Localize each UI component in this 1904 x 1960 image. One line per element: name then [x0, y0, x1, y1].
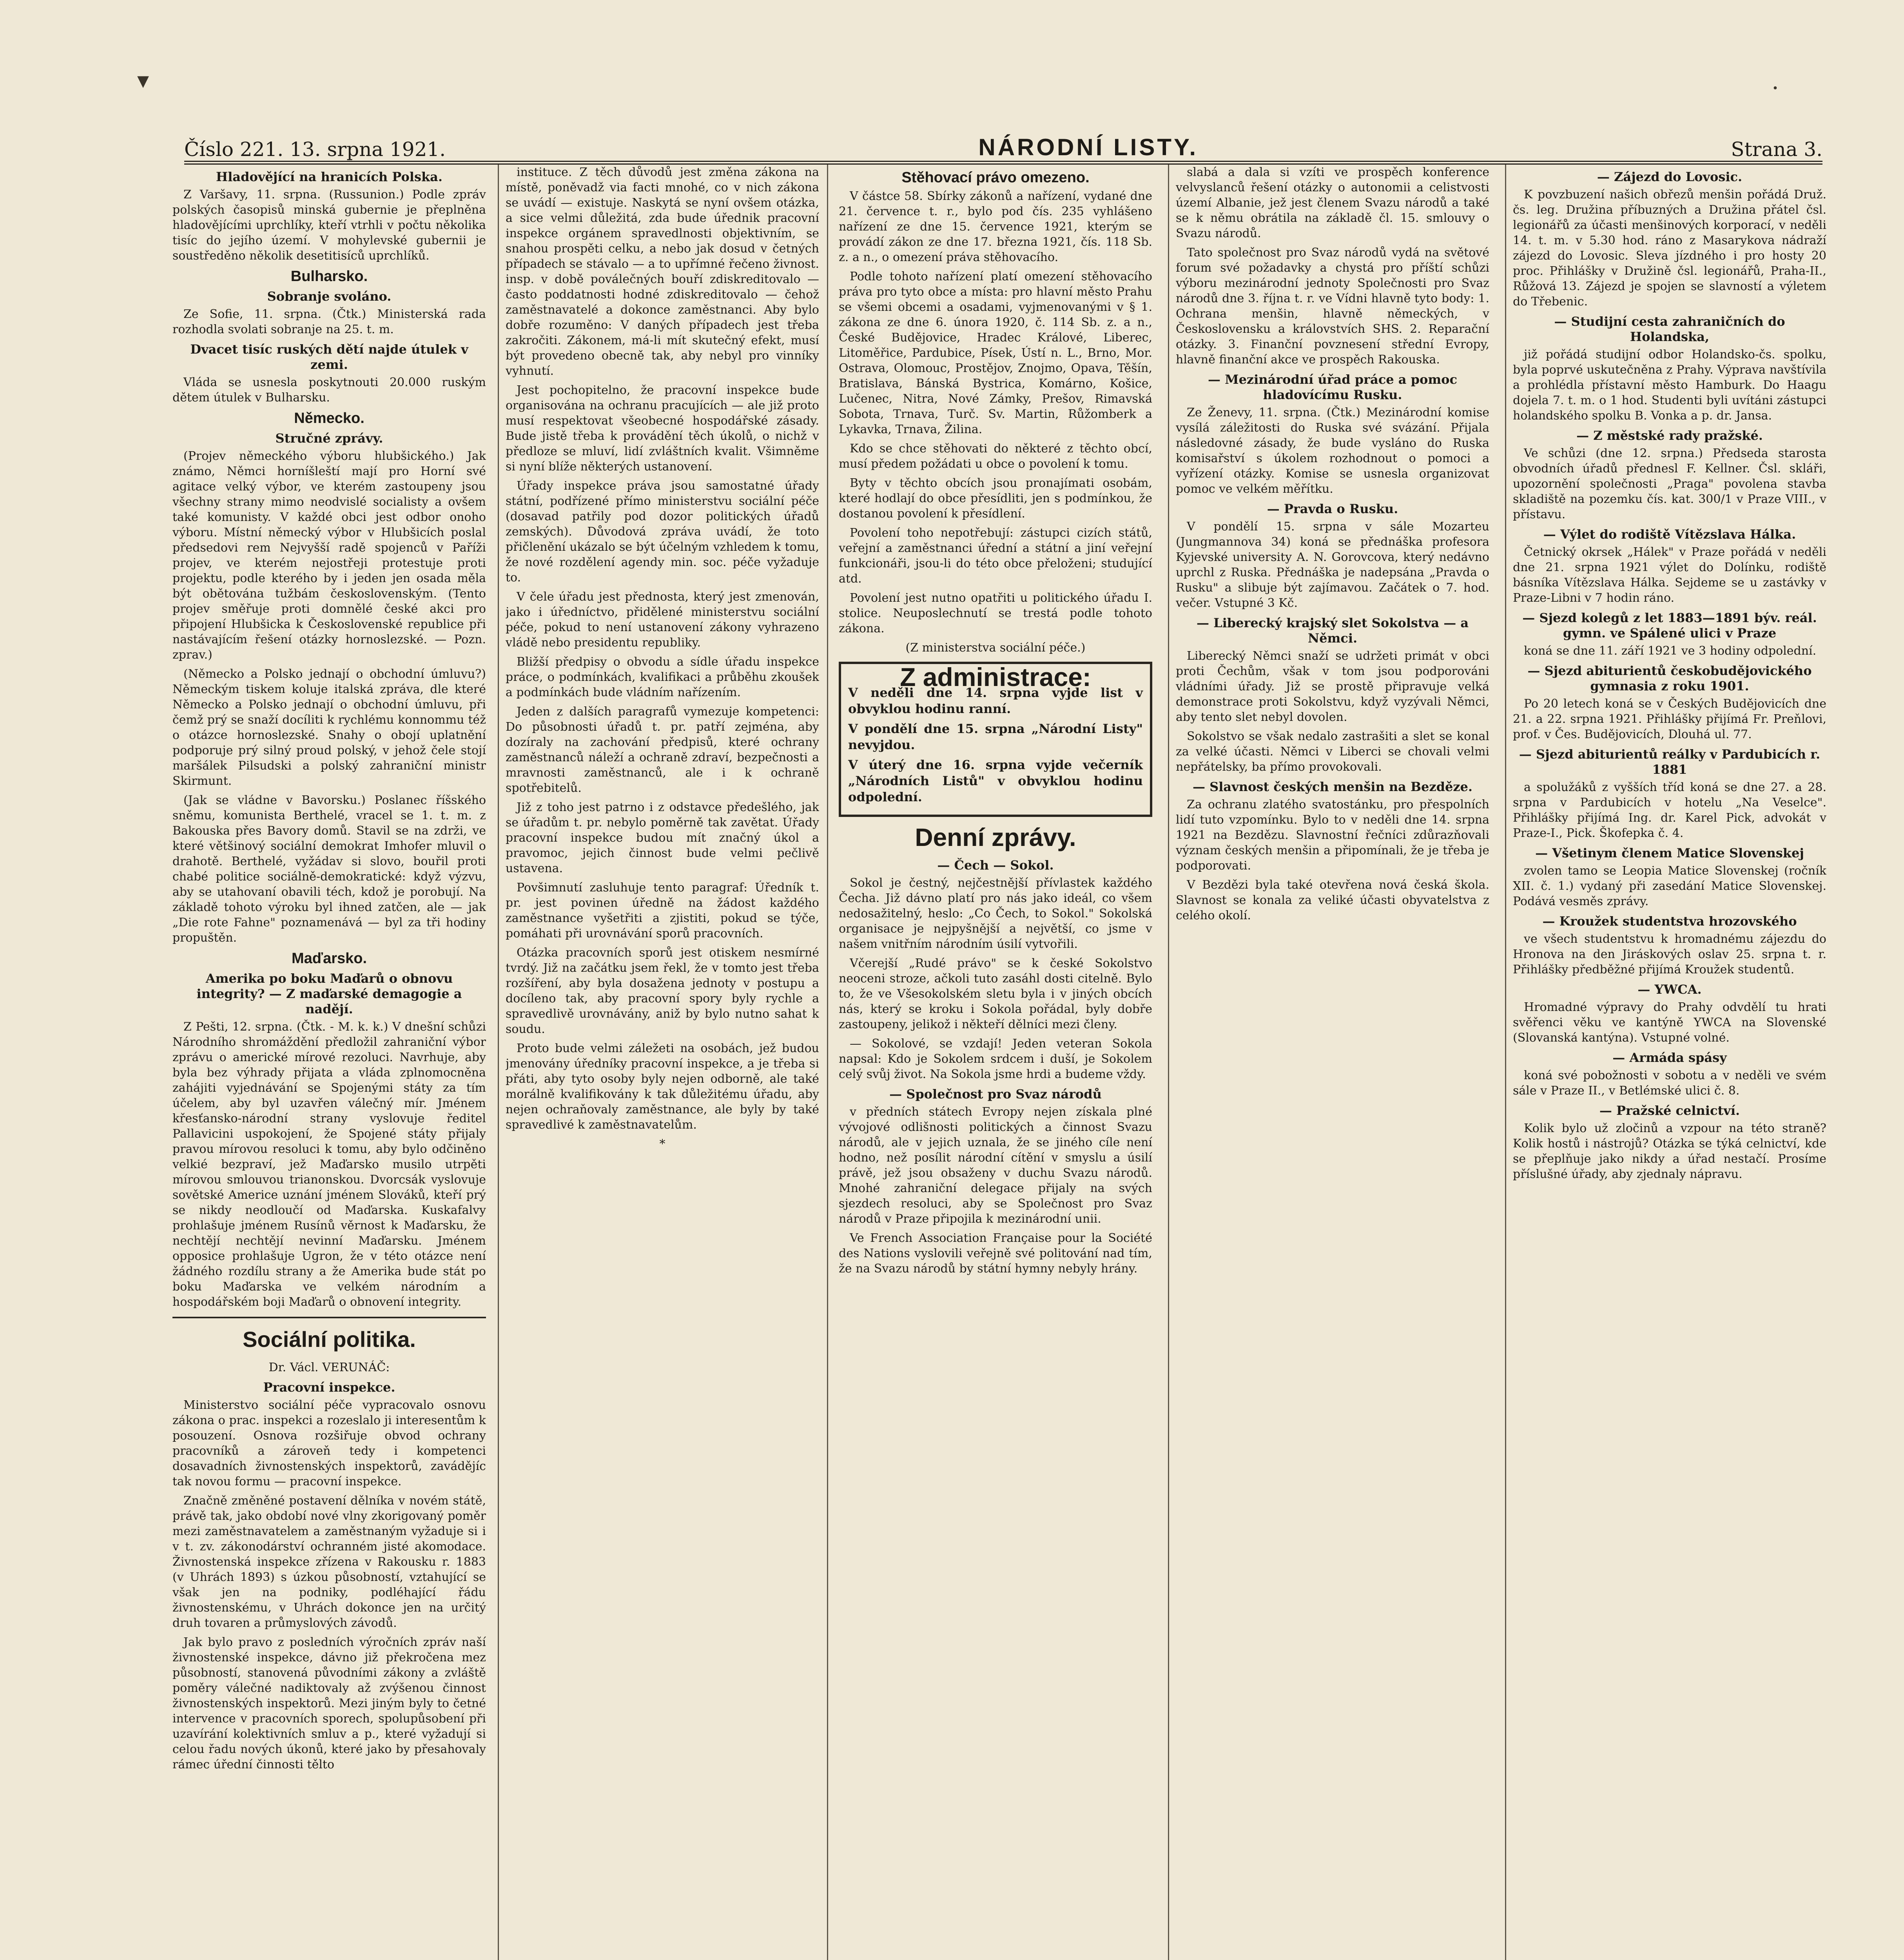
- paragraph: Značně změněné postavení dělníka v novém státě, právě tak, jako období nové vlny zkorigovaný poměr mezi zaměstnavatelem a zaměstnaným vyžaduje si i v t. zv. zákonodárství ochranném jisté akomodace. Živnostenská inspekce zřízena v Rakousku r. 1883 (v Uhrách 1893) s úzkou působností, vztahující se však jen na podniky, podléhající řádu živnostenskému, v Uhrách dokonce jen na určitý druh tovaren a průmyslových závodů.: [172, 1494, 486, 1630]
- notice-line: V neděli dne 14. srpna vyjde list v obvyklou hodinu ranní.: [848, 685, 1143, 716]
- column-rule: [827, 165, 828, 1960]
- paragraph: Bližší předpisy o obvodu a sídle úřadu inspekce práce, o podmínkách, kvalifikaci a průběhu zkoušek a podmínkách bude vládním nařízením.: [506, 655, 819, 699]
- separator-star: *: [659, 1137, 665, 1151]
- administration-heading: Z administrace:: [900, 662, 1091, 691]
- paragraph: Ze Ženevy, 11. srpna. (Čtk.) Mezinárodní komise vysílá záležitosti do Ruska své svázání. Přijala následovné zásady, že bude vysláno do Ruska komisařství s úkolem rozhodnout o pomoci a vyřízení otázky. Komise se usnesla organizovat pomoc ve velkém měřítku.: [1176, 406, 1489, 496]
- paragraph: v předních státech Evropy nejen získala plné vývojové odlišnosti politických a činnost Svazu národů, ale v jejich uznala, že se jiného cíle není hodno, než posílit národní cítění v smyslu a úsilí právě, jež jsou obsaženy v duchu Svazu národů. Mnohé zahraniční delegace přijaly na svých sjezdech resoluci, aby se Společnost pro Svaz národů v Praze připojila k mezinárodní unii.: [839, 1105, 1152, 1226]
- subheading: — Zájezd do Lovosic.: [1597, 169, 1743, 184]
- subheading: — Studijní cesta zahraničních do Holandska,: [1554, 314, 1785, 344]
- paragraph: Jak bylo pravo z posledních výročních zpráv naší živnostenské inspekce, dávno již překročena mez působností, stanovená původními zákony a zvláště poměry válečné nadiktovaly až zvýšenou činnost živnostenských inspektorů. Mezi jiným byly to četné intervence v pracovních sporech, spolupůsobení při uzavírání kolektivních smluv a p., které vyžadují si celou řadu nových úkonů, které jako by přesahovaly rámec úřední činnosti tělto: [172, 1635, 486, 1771]
- author: Dr. Václ. VERUNÁČ:: [268, 1361, 390, 1374]
- paragraph: Byty v těchto obcích jsou pronajímati osobám, které hodlají do obce přesídliti, jen s podmínkou, že dostanou povolení k přesídlení.: [839, 476, 1152, 521]
- column-rule: [498, 165, 499, 1960]
- masthead: [184, 118, 1822, 165]
- page-number: Strana 3.: [1731, 138, 1822, 161]
- paragraph: V čele úřadu jest přednosta, který jest zmenován, jako i úředníctvo, přidělené ministerstvu sociální péče, pokud to není ustanovení zákony vyhrazeno vládě nebo presidentu republiky.: [506, 590, 819, 650]
- pin-mark-icon: ▾: [137, 67, 149, 94]
- notice-line: V úterý dne 16. srpna vyjde večerník „Národních Listů" v obvyklou hodinu odpolední.: [848, 757, 1143, 804]
- paragraph: K povzbuzení našich obřezů menšin pořádá Druž. čs. leg. Družina příbuzných a Družina přátel čsl. legionářů za účasti menšinových korporací, v neděli 14. t. m. v 5.30 hod. ráno z Masarykova nádraží zájezd do Lovosic. Sleva jízdného i pro hosty 20 proc. Přihlášky v Družině čsl. legionářů, Praha-II., Růžová 13. Zájezd je spojen se slavností a výletem do Třebenic.: [1513, 188, 1826, 309]
- subheading: — Slavnost českých menšin na Bezděze.: [1193, 779, 1472, 794]
- column-5: [1513, 165, 1826, 1956]
- paragraph: Podle tohoto nařízení platí omezení stěhovacího práva pro tyto obce a místa: pro hlavní město Prahu se všemi obcemi a osadami, vyjmenovanými v § 1. zákona ze dne 6. února 1920, č. 114 Sb. z. a n., České Budějovice, Hradec Králové, Liberec, Litoměřice, Pardubice, Písek, Ústí n. L., Brno, Mor. Ostrava, Olomouc, Prostějov, Znojmo, Opava, Těšín, Bratislava, Bánská Bystrica, Komárno, Košice, Lučenec, Nitra, Nové Zámky, Prešov, Rimavská Sobota, Trnava, Turč. Sv. Martin, Růžomberk a Lykavka, Trnava, Žilina.: [839, 270, 1152, 436]
- subheading: Pracovní inspekce.: [263, 1380, 395, 1395]
- section-heading: Sociální politika.: [243, 1327, 416, 1352]
- section-heading: Německo.: [294, 410, 364, 426]
- administration-notice: [839, 662, 1152, 817]
- headline: Dvacet tisíc ruských dětí najde útulek v zemi.: [190, 342, 468, 372]
- paragraph: instituce. Z těch důvodů jest změna zákona na místě, poněvadž via facti mnohé, co v nich zákona se uvádí — existuje. Naskytá se nyní ovšem otázka, a sice velmi důležitá, zda bude úřednik pracovní inspekce orgánem spravedlnosti objektivním, se snahou prospěti celku, a nebo jak dosud v četných případech se stávalo — a to upřímné řečeno živnost. insp. v době poválečných bouří zdiskreditovalo — často poddatnosti hodné zdiskreditovalo — čehož zaměstnavatelé a dokonce zaměstnanci. Aby bylo dobře rozuměno: V daných případech jest třeba zakročiti. Zákonem, má-li mít skutečný efekt, musí být provedeno obecně tak, aby nebyl pro vinníky vyhnutí.: [506, 165, 819, 378]
- column-4: [1176, 165, 1489, 1956]
- paragraph: Ve French Association Française pour la Société des Nations vyslovili veřejně své politování nad tím, že na Svazu národů by státní hymny nebyly hrány.: [839, 1231, 1152, 1276]
- paragraph: Otázka pracovních sporů jest otiskem nesmírné tvrdý. Již na začátku jsem řekl, že v tomto jest třeba rozšíření, aby byla dosažena jednoty v postupu a docíleno tak, aby pracovní spory byly rychle a spravedlivě urovnávány, aniž by bylo nutno sahat k soudu.: [506, 946, 819, 1036]
- paragraph: Kolik bylo už zločinů a vzpour na této straně? Kolik hostů i nástrojů? Otázka se týká celnictví, kde se přeplňuje jako nikdy a úřad nestačí. Prosíme příslušné úřady, aby zjednaly nápravu.: [1513, 1122, 1826, 1181]
- paragraph: Ve schůzi (dne 12. srpna.) Předseda starosta obvodních úřadů přednesl F. Kellner. Čsl. skláři, upozornění společnosti „Praga" povolena stavba skladiště na pozemku čís. kat. 300/1 v Praze VIII., v přístavu.: [1513, 446, 1826, 521]
- paragraph: Sokol je čestný, nejčestnější přívlastek každého Čecha. Již dávno platí pro nás jako ideál, co všem nedosažitelný, heslo: „Co Čech, to Sokol." Sokolská organisace je nejpyšnější a největší, co jsme v našem vnitřním národním úsilí vytvořili.: [839, 876, 1152, 951]
- paragraph: Povolení toho nepotřebují: zástupci cizích států, veřejní a zaměstnanci úřední a státní a jiní veřejní funkcionáři, jsou-li do této obce přeloženi; studující atd.: [839, 526, 1152, 586]
- subheading: — Liberecký krajský slet Sokolstva — a Němci.: [1196, 615, 1469, 646]
- subheading: — Společnost pro Svaz národů: [889, 1087, 1102, 1102]
- paragraph: Úřady inspekce práva jsou samostatné úřady státní, podřízené přímo ministerstvu sociální péče (dosavad patřily pod dozor politických úřadů zemských). Důvodová zpráva uvádí, že toto přičlenění ukázalo se být účelným vzhledem k tomu, že nové rozdělení agendy min. soc. péče vyžaduje to.: [506, 479, 819, 584]
- paragraph: slabá a dala si vzíti ve prospěch konference velvyslanců řešení otázky o autonomii a celistvosti území Albanie, jež jest členem Svazu národů a také se k němu obrátila na základě čl. 15. smlouvy o Svazu národů.: [1176, 165, 1489, 240]
- paragraph: (Projev německého výboru hlubšického.) Jak známo, Němci horníšleští mají pro Horní své agitace velký výbor, ve kterém zastoupeny jsou všechny strany mimo neodvislé socialisty a ovšem také komunisty. V každé obci jest odbor onoho výboru. Místní německý výbor v Hlubšicích poslal předsedovi rem Nejvyšší radě spojenců v Paříži projev, ve kterém nejostřeji protestuje proti projektu, podle kterého by i jeden jen osada měla být obětována tužbám československým. (Tento projev směřuje proti domnělé české akci pro připojení Hlubšicka k Československé republice při nastávajícím řešení otázky hornoslezské. — Pozn. zprav.): [172, 449, 486, 662]
- paragraph: koná se dne 11. září 1921 ve 3 hodiny odpolední.: [1524, 644, 1817, 658]
- subheading: Sobranje svoláno.: [267, 289, 392, 304]
- paragraph: Proto bude velmi záležeti na osobách, jež budou jmenovány úředníky pracovní inspekce, a je třeba si přáti, aby tyto osoby byly nejen odborně, ale také morálně kvalifikovány k tak důležitému úřadu, aby nejen ochraňovaly zaměstnance, ale byly by také spravedlivé k zaměstnavatelům.: [506, 1042, 819, 1132]
- paragraph: V Bezdězi byla také otevřena nová česká škola. Slavnost se konala za veliké účasti obyvatelstva z celého okolí.: [1176, 878, 1489, 922]
- paragraph: a spolužáků z vyšších tříd koná se dne 27. a 28. srpna v Pardubicích v hotelu „Na Veselce". Přihlášky přijímá Ing. dr. Karel Pick, advokát v Praze-I., Pick. Škofepka č. 4.: [1513, 780, 1826, 840]
- paragraph: Již z toho jest patrno i z odstavce předešlého, jak se úřadům t. pr. nebylo poměrně tak zavětat. Úřady pracovní inspekce budou mít značný úkol a pravomoc, jejich činnost bude velmi pečlivě ustavena.: [506, 800, 819, 875]
- paragraph: — Sokolové, se vzdají! Jeden veteran Sokola napsal: Kdo je Sokolem srdcem i duší, je Sokolem celý svůj život. Na Sokola jsme hrdi a budeme vždy.: [839, 1037, 1152, 1081]
- issue-date: Číslo 221. 13. srpna 1921.: [184, 138, 446, 161]
- paragraph: V pondělí 15. srpna v sále Mozarteu (Jungmannova 34) koná se přednáška profesora Kyjevské university A. N. Gorovcova, který nedávno uprchl z Ruska. Přednáška je nadepsána „Pravda o Rusku" a slibuje být zajímavou. Začátek o 7. hod. večer. Vstupné 3 Kč.: [1176, 520, 1489, 610]
- subheading: — YWCA.: [1637, 982, 1702, 997]
- subheading: — Sjezd abiturientů českobudějovického gymnasia z roku 1901.: [1527, 663, 1812, 693]
- column-1: [172, 165, 486, 1956]
- paragraph: Četnický okrsek „Hálek" v Praze pořádá v neděli dne 21. srpna 1921 výlet do Dolínku, rodiště básníka Vítězslava Hálka. Sejdeme se u zastávky v Praze-Libni v 7 hodin ráno.: [1513, 545, 1826, 605]
- subheading: Amerika po boku Maďarů o obnovu integrity? — Z maďarské demagogie a nadějí.: [196, 971, 462, 1016]
- paragraph: již pořádá studijní odbor Holandsko-čs. spolku, byla poprvé uskutečněna z Prahy. Výprava navštívila a prohlédla přístavní město Hamburk. Do Haagu dojela 7. t. m. o 1 hod. Studenti byli uvítáni zástupci holandského spolku B. Vonka a p. dr. Jansa.: [1513, 348, 1826, 423]
- subheading: — Z městské rady pražské.: [1576, 428, 1763, 443]
- section-heading: Denní zprávy.: [915, 823, 1076, 851]
- subheading: — Armáda spásy: [1612, 1050, 1727, 1065]
- subheading: — Všetinym členem Matice Slovenskej: [1535, 846, 1804, 860]
- paragraph: Za ochranu zlatého svatostánku, pro přespolních lidí tuto vzpomínku. Bylo to v neděli dne 14. srpna 1921 na Bezdězu. Slavnostní řečníci zdůrazňovali význam českých menšin a připomínali, že je třeba je podporovati.: [1176, 798, 1489, 873]
- paragraph: Povšimnutí zasluhuje tento paragraf: Úředník t. pr. jest povinen úředně na žádost každého zaměstnance vyšetřiti a zjistiti, pokud se týče, pomáhati při urovnávání sporů pracovních.: [506, 881, 819, 940]
- subheading: — Mezinárodní úřad práce a pomoc hladovícímu Rusku.: [1208, 372, 1457, 402]
- paragraph: V částce 58. Sbírky zákonů a nařízení, vydané dne 21. července t. r., bylo pod čís. 235 vyhlášeno nařízení ze dne 15. července 1921, kterým se provádí zákon ze dne 17. března 1921, čís. 118 Sb. z. a n., o omezení práva stěhovacího.: [839, 189, 1152, 264]
- paragraph: Vláda se usnesla poskytnouti 20.000 ruským dětem útulek v Bulharsku.: [172, 376, 486, 405]
- paragraph: Po 20 letech koná se v Českých Budějovicích dne 21. a 22. srpna 1921. Přihlášky přijímá Fr. Preňlovi, prof. v Čes. Budějovicích, Dlouhá ul. 77.: [1513, 697, 1826, 741]
- paragraph: Liberecký Němci snaží se udržeti primát v obci proti Čechům, však v tom jsou podporováni vládními úřady. Již se prostě připravuje velká demonstrace proti Sokolstvu, když vyzývali Němci, aby tento slet nebyl dovolen.: [1176, 649, 1489, 724]
- subheading: Stručné zprávy.: [275, 431, 383, 446]
- paragraph: Z Varšavy, 11. srpna. (Russunion.) Podle zpráv polských časopisů minská gubernie je přeplněna hladovějícími uprchlíky, kteří vtrhli v počtu několika tisíc do jejího území. V mohylevské gubernii je soustředěno několik desetitisíců uprchlíků.: [172, 188, 486, 263]
- paragraph: ve všech studentstvu k hromadnému zájezdu do Hronova na den Jiráskových oslav 25. srpna t. r. Přihlášky předběžné přijímá Kroužek studentů.: [1513, 932, 1826, 976]
- paragraph: Včerejší „Rudé právo" se k české Sokolstvo neoceni stroze, ačkoli tuto zasáhl dosti citelně. Bylo to, že ve Všesokolském sletu byla i v jiných obcích nás, který se kroku i Sokola pořádal, byly dobře zastoupeny, jelikož i někteří dělníci mezi členy.: [839, 956, 1152, 1031]
- paragraph: zvolen tamo se Leopia Matice Slovenskej (ročník XII. č. 1.) vydaný při zasedání Matice Slovenskej. Podává vesměs zprávy.: [1513, 864, 1826, 908]
- paragraph: Tato společnost pro Svaz národů vydá na světové forum své požadavky a chystá pro příští schůzi výboru mezinárodní jednoty Společnosti pro Svaz národů dne 3. října t. r. ve Vídni hlavně tyto body: 1. Ochrana menšin, hlavně německých, v Československu a královstvích SHS. 2. Reparační otázky. 3. Finanční povznesení střední Evropy, hlavně finanční akce ve prospěch Rakouska.: [1176, 246, 1489, 367]
- paragraph: Z Pešti, 12. srpna. (Čtk. - M. k. k.) V dnešní schůzi Národního shromáždění předložil zahraniční výbor zprávu o americké mírové rezoluci. Navrhuje, aby byla bez výhrady přijata a vláda zplnomocněna zahájiti vyjednávání se Spojenými státy za tím účelem, aby byl uzavřen válečný mír. Jménem křesťansko-národní strany vyslovuje ředitel Pallavicini uspokojení, že Spojené státy přijaly pravou mírovou resoluci k tomu, aby bylo odčiněno velkié bezpraví, jež Maďarsko musilo utrpěti mírovou smlouvou trianonskou. Dvorcsák vyslovuje sovětské Americe uznání jménem Slováků, kteří prý se nikdy neodloučí od Maďarska. Kuskafalvy prohlašuje jménem Rusínů věrnost k Maďarsku, že nechtějí nechtějí nevinní Maďarsku. Jménem opposice prohlašuje Ugron, že v této otázce není žádného rozdílu strany a že Amerika bude stát po boku Maďarska ve velkém národním a hospodářském boji Maďarů o obnovení integrity.: [172, 1020, 486, 1309]
- paragraph: Povolení jest nutno opatřiti u politického úřadu I. stolice. Neuposlechnutí se trestá podle tohoto zákona.: [839, 591, 1152, 635]
- subheading: — Sjezd abiturientů reálky v Pardubicích r. 1881: [1519, 747, 1821, 777]
- paragraph: Jest pochopitelno, že pracovní inspekce bude organisována na ochranu pracujících — ale již proto musí respektovat všeobecné hospodářské zásady. Bude jistě třeba k provádění těch úkolů, o nichž v předloze se mluví, lidí zvláštních kvalit. Všimněme si nyní blíže některých ustanovení.: [506, 383, 819, 474]
- pin-mark-icon: ·: [1772, 74, 1779, 102]
- paragraph: koná své pobožnosti v sobotu a v neděli ve svém sále v Praze II., v Betlémské ulici č. 8.: [1513, 1069, 1826, 1098]
- paragraph: Sokolstvo se však nedalo zastrašiti a slet se konal za velké účasti. Němci v Liberci se chovali velmi nepřátelsky, ba přímo provokovali.: [1176, 730, 1489, 774]
- paragraph: (Německo a Polsko jednají o obchodní úmluvu?) Německým tiskem koluje italská zpráva, dle které Německo a Polsko jednají o obchodní úmluvu, při čemž prý se snaží docíliti k rychlému konnommu též o otázce hornoslezské. Snahy o obojí uplatnění podporuje prý silný proud polský, v jehož čele stojí maršálek Pilsudski a polský zahraniční ministr Skirmunt.: [172, 667, 486, 788]
- section-heading: Bulharsko.: [290, 268, 368, 285]
- section-heading: Maďarsko.: [291, 950, 367, 967]
- headline: Hladovějící na hranicích Polska.: [216, 169, 443, 184]
- subheading: — Pravda o Rusku.: [1267, 501, 1398, 516]
- subheading: — Výlet do rodiště Vítězslava Hálka.: [1543, 527, 1796, 542]
- column-rule: [1505, 165, 1506, 1960]
- subheading: — Čech — Sokol.: [937, 858, 1054, 873]
- paragraph: Ministerstvo sociální péče vypracovalo osnovu zákona o prac. inspekci a rozeslalo ji interesentům k posouzení. Osnova rozšiřuje obvod ochrany pracovníků a zároveň tedy i kompetenci dosavadních živnostenských inspektorů, zavádějíc tak novou formu — pracovní inspekce.: [172, 1398, 486, 1488]
- column-2: [506, 165, 819, 1956]
- paragraph: Kdo se chce stěhovati do některé z těchto obcí, musí předem požádati u obce o povolení k tomu.: [839, 442, 1152, 471]
- paragraph: Ze Sofie, 11. srpna. (Čtk.) Ministerská rada rozhodla svolati sobranje na 25. t. m.: [172, 307, 486, 336]
- paragraph: Hromadné výpravy do Prahy odvdělí tu hrati svěřenci věku ve kantýně YWCA na Slovenské (Slovanská kantýna). Vstupné volné.: [1513, 1000, 1826, 1045]
- divider: [172, 1317, 486, 1318]
- notice-line: V pondělí dne 15. srpna „Národní Listy" nevyjdou.: [848, 721, 1143, 752]
- newspaper-title: NÁRODNÍ LISTY.: [978, 134, 1199, 160]
- column-rule: [1168, 165, 1169, 1960]
- column-3: [839, 165, 1152, 1956]
- subheading: — Sjezd kolegů z let 1883—1891 býv. reál. gymn. ve Spálené ulici v Praze: [1522, 610, 1817, 641]
- source-note: (Z ministerstva sociální péče.): [905, 641, 1086, 655]
- headline: Stěhovací právo omezeno.: [901, 169, 1090, 186]
- paragraph: (Jak se vládne v Bavorsku.) Poslanec říšského sněmu, komunista Berthelé, vracel se 1. t. m. z Bakouska přes Bavory domů. Stavil se na zdrži, ve které většinový sociální demokrat Imhofer mluvil o drahotě. Berthelé, vyžádav si slovo, bouřil proti chabé politice sociálně-demokratické: když výzvu, aby se utahovaní obavili téch, kdož je porobují. Na základě tohoto výroku byl ihned zatčen, ale — jak „Die rote Fahne" poznamenává — byl za tři hodiny propuštěn.: [172, 793, 486, 945]
- subheading: — Pražské celnictví.: [1599, 1103, 1740, 1118]
- paragraph: Jeden z dalších paragrafů vymezuje kompetenci: Do působnosti úřadů t. pr. patří zejména, aby dozíraly na zachování předpisů, které ochrany zaměstnanců náleží a ochraně zdraví, bezpečnosti a mravnosti zaměstnanců, ale i k ochraně spotřebitelů.: [506, 705, 819, 795]
- subheading: — Kroužek studentstva hrozovského: [1542, 914, 1797, 929]
